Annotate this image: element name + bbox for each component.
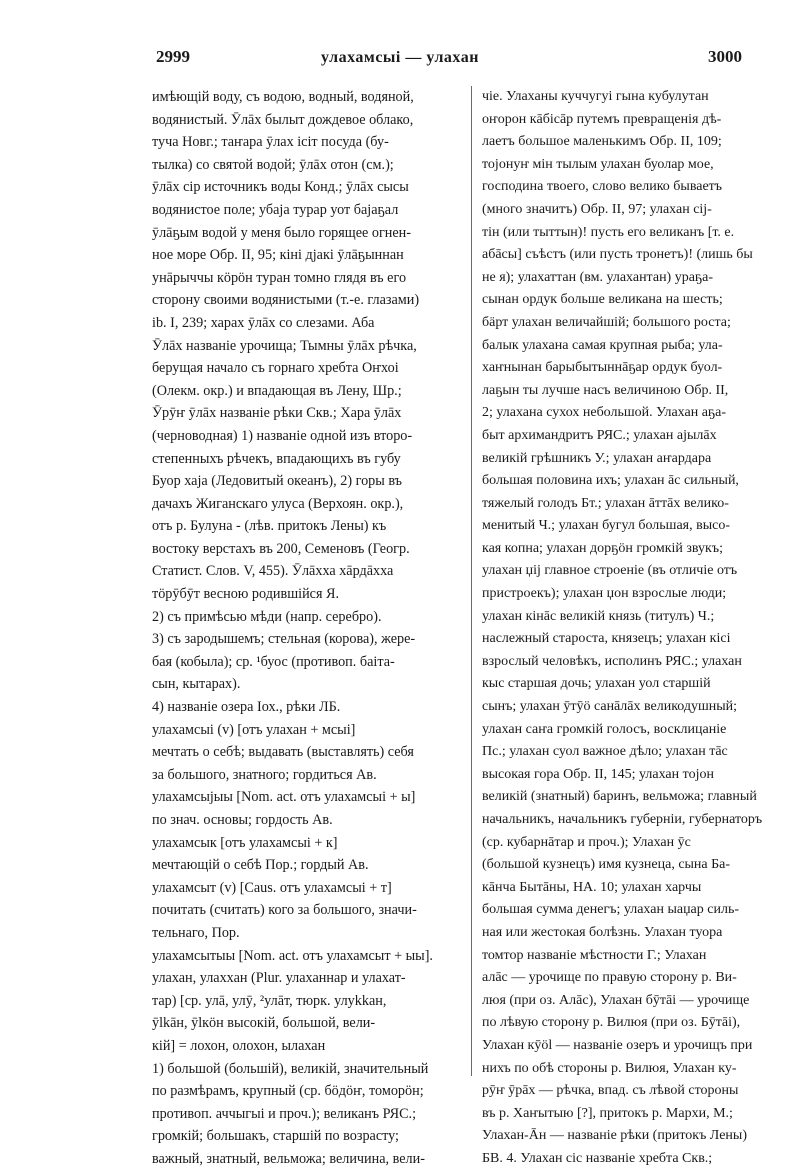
- text-line: абāсы] съѣстъ (или пусть тронетъ)! (лишь бы: [482, 247, 753, 263]
- text-line: ное море Обр. II, 95; кіні дјакі ӯлāҕыннан: [152, 247, 404, 264]
- text-line: въ р. Хаҥытыю [?], притокъ р. Мархи, М.;: [482, 1105, 733, 1121]
- text-line: ӯlkāн, ӯlкöн высокій, большой, вели-: [152, 1015, 376, 1032]
- text-line: тылка) со святой водой; ӯлāх отон (см.);: [152, 156, 394, 173]
- text-line: мечтающій о себѣ Пор.; гордый Ав.: [152, 857, 369, 874]
- text-line: (большой кузнецъ) имя кузнеца, сына Ба-: [482, 857, 731, 873]
- text-line: почитать (считать) кого за большого, значи-: [152, 902, 417, 919]
- text-line: ная или жестокая болѣзнь. Улахан туора: [482, 924, 723, 940]
- text-line: берущая начало съ горнаго хребта Оҥхоі: [152, 360, 399, 377]
- text-line: рӯҥ ӯрāх — рѣчка, впад. съ лѣвой стороны: [482, 1083, 739, 1099]
- text-line: тојонуҥ мін тылым улахан буолар мое,: [482, 156, 714, 172]
- text-line: ӯлāҕым водой у меня было горящее огнен-: [152, 224, 411, 241]
- text-line: улахан, улаххан (Plur. улаханнар и улахат-: [152, 970, 406, 987]
- text-line: 1) большой (большій), великій, значительный: [152, 1060, 429, 1077]
- text-line: имѣющій воду, съ водою, водный, водяной,: [152, 89, 414, 105]
- text-line: люя (при оз. Алāс), Улахан бӯтāі — урочище: [482, 992, 750, 1008]
- text-line: туча Новг.; таҥара ӯлах ісіт посуда (бу-: [152, 134, 389, 151]
- text-line: лаетъ большое маленькимъ Обр. II, 109;: [482, 134, 722, 150]
- left-column: [152, 86, 464, 1171]
- text-line: сын, кытарах).: [152, 676, 241, 693]
- text-line: взрослый человѣкъ, исполинъ РЯС.; улахан: [482, 653, 742, 669]
- text-line: Статист. Слов. V, 455). Ӯлāхха хāрдāхха: [152, 563, 394, 580]
- page-number-left: 2999: [156, 47, 190, 66]
- text-line: бая (кобыла); ср. ¹буос (противоп. баіта-: [152, 653, 395, 670]
- right-column: [482, 86, 772, 1171]
- text-line: алāс — урочище по правую сторону р. Ви-: [482, 970, 737, 986]
- text-line: степенныхъ рѣчекъ, впадающихъ въ губу: [152, 450, 401, 467]
- text-line: великій (знатный) баринъ, вельможа; главный: [482, 789, 757, 805]
- text-line: противоп. аччыгыі и проч.); великанъ РЯС.;: [152, 1105, 417, 1122]
- text-line: томтор названіе мѣстности Г.; Улахан: [482, 947, 707, 963]
- text-line: 4) названіе озера Іох., рѣки ЛБ.: [152, 699, 341, 716]
- text-line: (Олекм. окр.) и впадающая въ Лену, Шр.;: [152, 382, 402, 399]
- text-line: Пс.; улахан суол важное дѣло; улахан тāс: [482, 744, 728, 760]
- text-line: кāнча Бытāны, НА. 10; улахан харчы: [482, 879, 702, 895]
- text-line: отъ р. Булуна - (лѣв. притокъ Лены) къ: [152, 518, 387, 535]
- text-line: важный, знатный, вельможа; величина, вели-: [152, 1150, 425, 1167]
- text-line: по размѣрамъ, крупный (ср. бöдöҥ, томорöн;: [152, 1083, 424, 1100]
- text-line: улахамсыі (v) [отъ улахан + мсыі]: [152, 721, 356, 738]
- text-line: не я); улахаттан (вм. улахантан) ураҕа-: [482, 269, 714, 285]
- text-line: лаҕын ты лучше насъ величиною Обр. II,: [482, 382, 729, 398]
- text-line: 2) съ примѣсью мѣди (напр. серебро).: [152, 608, 382, 625]
- text-line: ӯлāх сір источникъ воды Конд.; ӯлāх сысы: [152, 179, 409, 196]
- text-line: 2; улахана сухох небольшой. Улахан аҕа-: [482, 405, 727, 421]
- text-line: востоку верстахъ въ 200, Семеновъ (Геогр.: [152, 540, 410, 557]
- page-number-right: 3000: [708, 47, 742, 66]
- text-line: Улахан кӯöl — названіе озеръ и урочищъ при: [482, 1037, 753, 1053]
- text-line: большая сумма денегъ; улахан ыаџар силь-: [482, 902, 740, 918]
- text-line: великій грѣшникъ У.; улахан аҥардара: [482, 450, 712, 466]
- text-line: улахан џіј главное строеніе (въ отличіе отъ: [482, 563, 738, 579]
- text-line: сынан ордук больше великана на шесть;: [482, 292, 723, 308]
- text-line: хаҥнынан барыбытыннāҕар ордук буол-: [482, 360, 723, 376]
- text-line: балык улахана самая крупная рыба; ула-: [482, 337, 723, 353]
- text-line: тар) [ср. улā, улӯ, ²улāт, тюрк. улуkkан,: [152, 992, 387, 1009]
- text-line: водянистый. Ӯлāх былыт дождевое облако,: [152, 111, 414, 128]
- text-line: высокая гора Обр. II, 145; улахан тојон: [482, 766, 714, 782]
- text-line: тельнаго, Пор.: [152, 924, 240, 941]
- text-line: (много значитъ) Обр. II, 97; улахан сіј-: [482, 201, 712, 217]
- text-line: 3) съ зародышемъ; стельная (корова), жере-: [152, 631, 416, 648]
- text-line: сторону своими водянистыми (т.-е. глазами): [152, 292, 420, 309]
- text-line: наслежный староста, князецъ; улахан кісі: [482, 631, 731, 647]
- text-line: по лѣвую сторону р. Вилюя (при оз. Бӯтāі),: [482, 1015, 741, 1031]
- text-line: сынъ; улахан ӯтӯö санāлāх великодушный;: [482, 699, 738, 715]
- text-line: улахамсыјыы [Nom. act. отъ улахамсыі + ы]: [152, 789, 416, 806]
- text-line: Ӯрӯҥ ӯлāх названіе рѣки Скв.; Хара ӯлāх: [152, 405, 402, 422]
- text-line: мечтать о себѣ; выдавать (выставлять) себя: [152, 744, 414, 761]
- text-line: улахамсыт (v) [Caus. отъ улахамсыі + т]: [152, 879, 392, 896]
- text-line: менитый Ч.; улахан бугул большая, высо-: [482, 518, 731, 534]
- text-line: начальникъ, начальникъ губерніи, губернаторъ: [482, 812, 763, 827]
- text-line: тяжелый голодъ Бт.; улахан āттāх велико-: [482, 495, 729, 511]
- text-line: унāрыччы кöрöн туран томно глядя въ его: [152, 269, 407, 286]
- text-line: громкій; большакъ, старшій по возрасту;: [152, 1128, 399, 1145]
- text-line: пристроекъ); улахан џон взрослые люди;: [482, 586, 727, 602]
- text-line: нихъ по обѣ стороны р. Вилюя, Улахан ку-: [482, 1060, 737, 1076]
- text-line: Улахан-Āн — названіе рѣки (притокъ Лены): [482, 1128, 747, 1144]
- text-line: бäрт улахан величайшій; большого роста;: [482, 314, 731, 330]
- text-line: Ӯлāх названіе урочища; Тымны ӯлāх рѣчка,: [152, 337, 417, 354]
- column-divider: [471, 86, 472, 1076]
- text-line: улахамсытыы [Nom. act. отъ улахамсыт + ыы].: [152, 947, 433, 964]
- text-line: оҥорон кāбісāр путемъ превращенія дѣ-: [482, 111, 722, 127]
- text-line: (ср. кубарнāтар и проч.); Улахан ӯс: [482, 834, 691, 850]
- text-line: тін (или тыттын)! пусть его великанъ [т. е.: [482, 224, 735, 240]
- text-line: (черноводная) 1) названіе одной изъ второ-: [152, 427, 413, 444]
- text-line: Буор хаја (Ледовитый океанъ), 2) горы въ: [152, 473, 403, 490]
- text-line: водянистое поле; убаја турар уот баjаҕал: [152, 201, 399, 218]
- text-line: кыс старшая дочь; улахан уол старшій: [482, 676, 711, 692]
- text-line: дачахъ Жиганскаго улуса (Верхоян. окр.),: [152, 495, 404, 512]
- text-line: улахан кінāс великій князь (титулъ) Ч.;: [482, 608, 715, 624]
- text-line: улахамсык [отъ улахамсыі + к]: [152, 834, 338, 851]
- text-line: БВ. 4. Улахан сіс названіе хребта Скв.;: [482, 1150, 713, 1166]
- running-head: улахамсыі — улахан: [321, 49, 479, 66]
- text-line: за большого, знатного; гордиться Ав.: [152, 766, 377, 783]
- text-line: кая копна; улахан дорҕöн громкій звукъ;: [482, 540, 723, 556]
- text-line: тöрӯбӯт весною родившійся Я.: [152, 586, 340, 603]
- text-line: большая половина ихъ; улахан āс сильный,: [482, 473, 739, 489]
- text-line: быт архимандритъ РЯС.; улахан ајылāх: [482, 427, 717, 443]
- text-line: чіе. Улаханы куччугуі гына кубулутан: [482, 89, 709, 104]
- text-line: ib. I, 239; харах ӯлāх со слезами. Аба: [152, 314, 375, 331]
- text-line: по знач. основы; гордость Ав.: [152, 812, 333, 828]
- text-line: улахан саҥа громкій голосъ, восклицаніе: [482, 721, 727, 737]
- text-line: господина твоего, слово велико бываетъ: [482, 179, 723, 195]
- text-line: кій] = лохон, олохон, ылахан: [152, 1037, 326, 1054]
